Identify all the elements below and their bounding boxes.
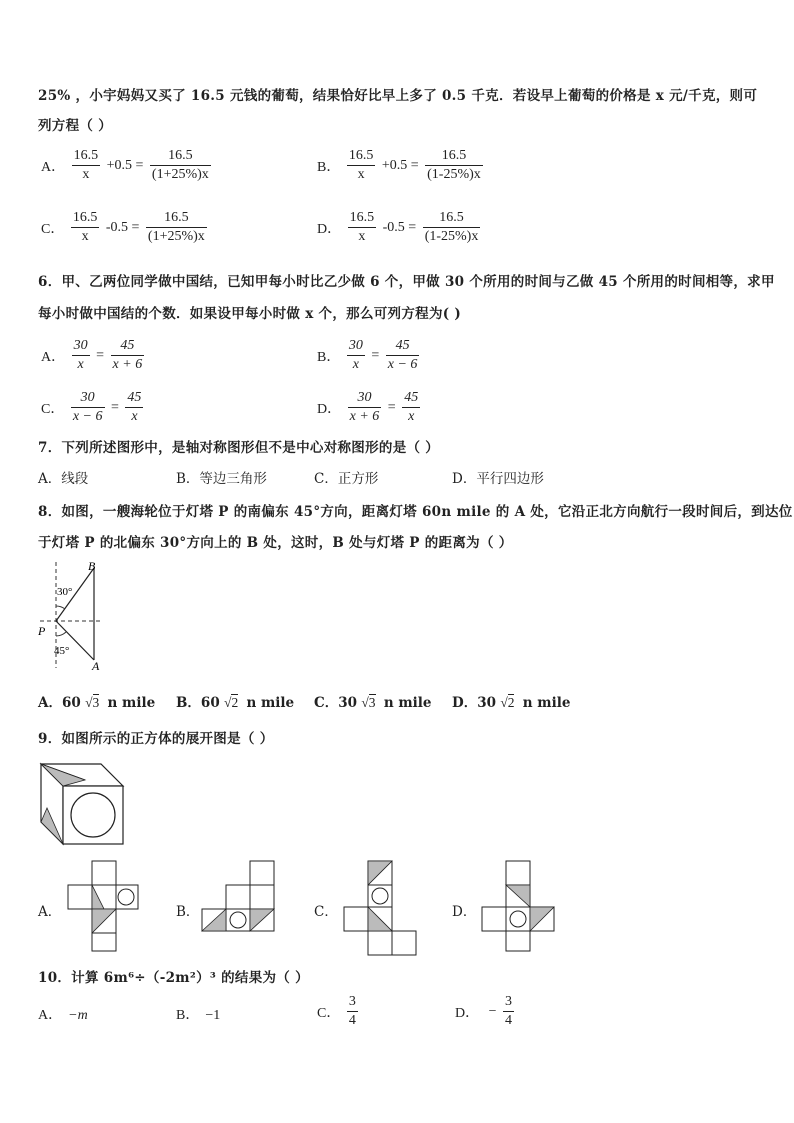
angle-45-label: 45° xyxy=(54,645,70,657)
q9-option-c-net[interactable] xyxy=(340,858,420,958)
q10-option-a[interactable]: A． −m xyxy=(38,1008,88,1023)
q7-option-b[interactable]: B．等边三角形 xyxy=(176,471,267,487)
q6-text-line2: 每小时做中国结的个数．如果设甲每小时做 x 个，那么可列方程为( ) xyxy=(38,306,462,322)
q6-text-line1: 6．甲、乙两位同学做中国结，已知甲每小时比乙少做 6 个，甲做 30 个所用的时间与乙做 45 个所用的时间相等，求甲 xyxy=(38,274,775,290)
q9-option-a-net[interactable] xyxy=(64,858,140,954)
point-b-label: B xyxy=(88,559,96,573)
q9-option-d-net[interactable] xyxy=(478,858,558,954)
q6-option-d[interactable]: D． $\frac{30}{x + 6}$ = $\frac{45}{x}$ xyxy=(317,390,419,424)
q5-text-line1: 25% ，小宇妈妈又买了 16.5 元钱的葡萄，结果恰好比早上多了 0.5 千克．若设早上葡萄的价格是 x 元/千克，则可 xyxy=(38,88,758,104)
q6-option-b[interactable]: B． $\frac{30}{x}$ = $\frac{45}{x - 6}$ xyxy=(317,338,418,372)
q5-option-d[interactable]: D． $\frac{16.5}{x}$ -0.5 = $\frac{16.5}{(1-25\%)x}$ xyxy=(314,210,480,245)
q10-option-c[interactable]: C． $\frac{3}{4}$ xyxy=(317,994,356,1028)
option-label: D． xyxy=(317,221,342,237)
q6-option-c[interactable]: C． $\frac{30}{x - 6}$ = $\frac{45}{x}$ xyxy=(41,390,142,424)
q9-option-d-label[interactable]: D． xyxy=(452,904,477,920)
q8-text-line1: 8．如图，一艘海轮位于灯塔 P 的南偏东 45°方向，距离灯塔 60n mile 的 A 处，它沿正北方向航行一段时间后，到达位 xyxy=(38,504,793,520)
q5-option-c[interactable]: C． $\frac{16.5}{x}$ -0.5 = $\frac{16.5}{(1+25\%)x}$ xyxy=(38,210,207,245)
q6-option-a[interactable]: A． $\frac{30}{x}$ = $\frac{45}{x + 6}$ xyxy=(41,338,143,372)
q9-text: 9．如图所示的正方体的展开图是（ ） xyxy=(38,731,274,747)
q9-option-a-label[interactable]: A． xyxy=(38,904,62,920)
q9-option-b-net[interactable] xyxy=(200,858,278,934)
q8-option-d[interactable]: D．30 √2 n mile xyxy=(452,695,571,711)
q7-option-c[interactable]: C．正方形 xyxy=(314,471,379,487)
q9-cube-figure xyxy=(37,760,127,848)
q5-option-b[interactable]: B． $\frac{16.5}{x}$ +0.5 = $\frac{16.5}{(1-25\%)x}$ xyxy=(314,148,483,183)
q9-option-c-label[interactable]: C． xyxy=(314,904,338,920)
q7-text: 7．下列所述图形中，是轴对称图形但不是中心对称图形的是（ ） xyxy=(38,440,440,456)
q5-option-a[interactable]: A． $\frac{16.5}{x}$ +0.5 = $\frac{16.5}{(1+25\%)x}$ xyxy=(38,148,211,183)
q10-text: 10．计算 6m⁶÷（-2m²）³ 的结果为（ ） xyxy=(38,970,309,986)
q8-text-line2: 于灯塔 P 的北偏东 30°方向上的 B 处，这时，B 处与灯塔 P 的距离为（ ） xyxy=(38,535,513,551)
q8-option-b[interactable]: B．60 √2 n mile xyxy=(176,695,295,711)
option-label: C． xyxy=(41,221,65,237)
q10-option-b[interactable]: B． −1 xyxy=(176,1008,221,1023)
q10-option-d[interactable]: D． − $\frac{3}{4}$ xyxy=(455,994,513,1028)
q8-option-c[interactable]: C．30 √3 n mile xyxy=(314,695,432,711)
point-p-label: P xyxy=(38,624,46,638)
q9-option-b-label[interactable]: B． xyxy=(176,904,200,920)
option-label: B． xyxy=(317,159,341,175)
q7-option-d[interactable]: D．平行四边形 xyxy=(452,471,544,487)
q5-text-line2: 列方程（ ） xyxy=(38,118,112,134)
point-a-label: A xyxy=(92,659,100,672)
angle-30-label: 30° xyxy=(57,586,73,598)
option-label: A． xyxy=(41,159,66,175)
q8-option-a[interactable]: A．60 √3 n mile xyxy=(38,695,156,711)
q7-option-a[interactable]: A．线段 xyxy=(38,471,89,487)
q8-lighthouse-figure xyxy=(36,558,108,672)
